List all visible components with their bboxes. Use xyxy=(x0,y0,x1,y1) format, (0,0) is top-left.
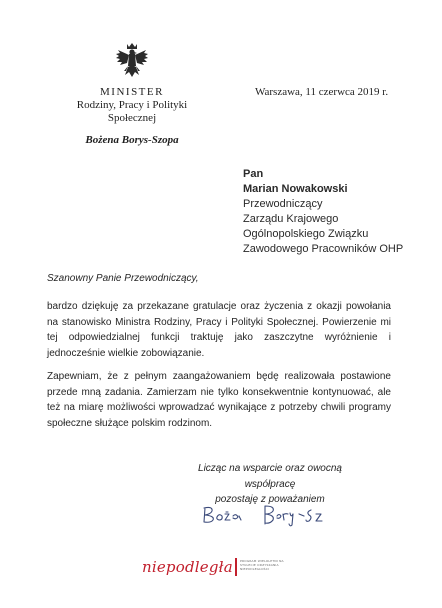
recipient-name: Marian Nowakowski xyxy=(243,183,348,195)
body-paragraph: Zapewniam, że z pełnym zaangażowaniem będę realizowała postawione przede mną zadania. Zamierzam nie tylko konsekwentnie kontynuować, ale też na miarę możliwości wprowadzać wynikające z potrzeby chwili programy społeczne służące polskim rodzinom. xyxy=(47,371,391,429)
letter-date: Warszawa, 11 czerwca 2019 r. xyxy=(255,86,389,98)
logo-wordmark: niepodległa xyxy=(142,558,233,576)
niepodlegla-logo xyxy=(142,554,282,584)
logo-divider xyxy=(235,558,237,576)
minister-name: Bożena Borys-Szopa xyxy=(85,134,179,146)
minister-title: MINISTER xyxy=(100,86,164,98)
recipient-honorific: Pan xyxy=(243,168,264,180)
salutation: Szanowny Panie Przewodniczący, xyxy=(47,273,199,284)
handwritten-signature xyxy=(195,500,345,530)
recipient-line: Ogólnopolskiego Związku xyxy=(243,228,369,240)
ministry-header xyxy=(56,86,208,147)
recipient-line: Przewodniczący xyxy=(243,198,323,210)
recipient-line: Zarządu Krajowego xyxy=(243,213,339,225)
closing-line: pozostaję z poważaniem xyxy=(215,494,325,505)
closing-line: Licząc na wsparcie oraz owocną współpracę xyxy=(198,463,342,490)
body-paragraph: bardzo dziękuję za przekazane gratulacje oraz życzenia z okazji powołania na stanowisko Ministra Rodziny, Pracy i Polityki Społecznej. Powierzenie mi tej odpowiedzialnej funkcji traktuję jako zaszczytne wyróżnienie i jednocześnie wielkie zobowiązanie. xyxy=(47,301,391,359)
polish-eagle-emblem-icon xyxy=(115,42,149,82)
recipient-block xyxy=(243,167,403,257)
recipient-line: Zawodowego Pracowników OHP xyxy=(243,243,404,255)
logo-subtitle: PROGRAM WIELOLETNI NA STULECIE ODZYSKANIA NIEPODLEGŁOŚCI xyxy=(240,559,284,571)
ministry-name: Rodziny, Pracy i Polityki Społecznej xyxy=(76,99,188,124)
